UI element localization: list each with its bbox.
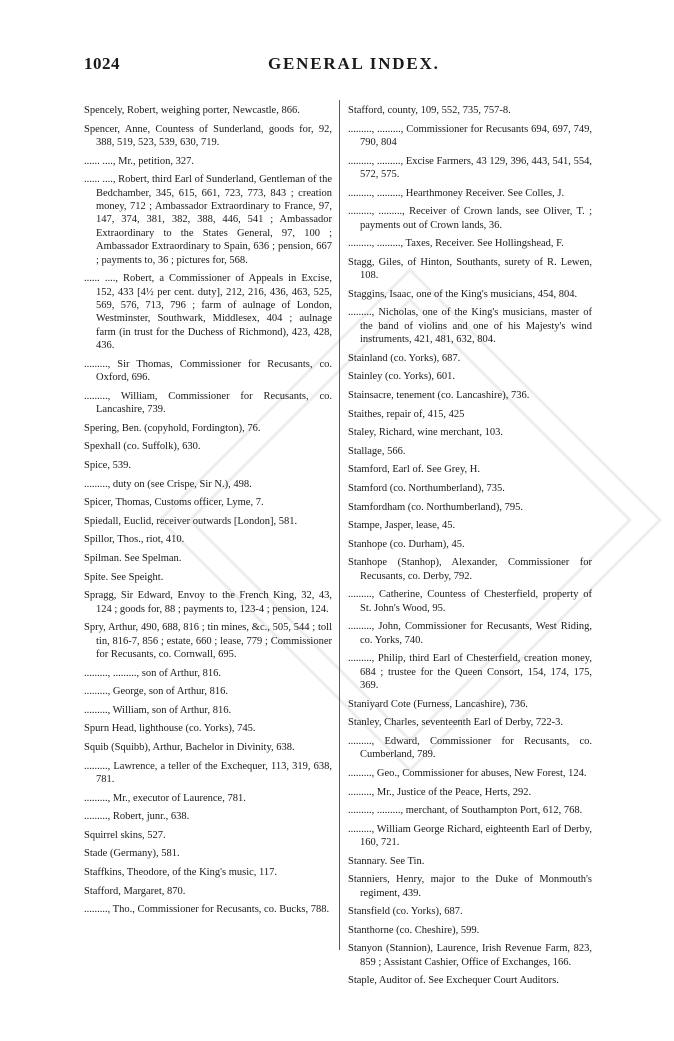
index-entry: ........., William, son of Arthur, 816. (84, 704, 232, 716)
index-entry: Spice, 539. (84, 460, 131, 472)
index-entry: ...... ...., Mr., petition, 327. (84, 155, 194, 167)
index-entry: Staniyard Cote (Furness, Lancashire), 736. (348, 698, 528, 710)
index-entry: Stainley (co. Yorks), 601. (348, 371, 456, 383)
index-entry: Stafford, Margaret, 870. (84, 885, 186, 897)
index-entry: ........., Catherine, Countess of Chesterfield, property of St. John's Wood, 95. (348, 589, 592, 614)
index-entry: Stanniers, Henry, major to the Duke of Monmouth's regiment, 439. (348, 874, 592, 899)
index-entry: Staithes, repair of, 415, 425 (348, 408, 465, 420)
index-entry: Spencer, Anne, Countess of Sunderland, goods for, 92, 388, 519, 523, 539, 630, 719. (84, 123, 332, 148)
index-entry: Staffkins, Theodore, of the King's music, 117. (84, 866, 278, 878)
index-entry: Stansfield (co. Yorks), 687. (348, 906, 463, 918)
index-entry: Spurn Head, lighthouse (co. Yorks), 745. (84, 723, 256, 735)
index-entry: Stafford, county, 109, 552, 735, 757-8. (348, 105, 511, 116)
index-entry: Stade (Germany), 581. (84, 848, 180, 860)
index-entry: Spiedall, Euclid, receiver outwards [London], 581. (84, 515, 298, 527)
index-entry: ........., ........., merchant, of Southampton Port, 612, 768. (348, 805, 583, 817)
index-entry: Stanyon (Stannion), Laurence, Irish Revenue Farm, 823, 859 ; Assistant Cashier, Office of Exchanges, 166. (348, 943, 592, 968)
index-entry: ........., Mr., executor of Laurence, 781. (84, 792, 246, 804)
index-entry: ........., Sir Thomas, Commissioner for Recusants, co. Oxford, 696. (84, 358, 332, 384)
index-entry: Spragg, Sir Edward, Envoy to the French King, 32, 43, 124 ; goods for, 88 ; payments to, 123-4 ; pension, 124. (84, 590, 332, 615)
index-entry: ........., Lawrence, a teller of the Exchequer, 113, 319, 638, 781. (84, 760, 332, 785)
index-entry: Spite. See Speight. (84, 571, 164, 583)
index-entry: ........., ........., son of Arthur, 816. (84, 667, 221, 679)
index-entry: ........., William George Richard, eighteenth Earl of Derby, 160, 721. (348, 823, 592, 849)
index-entry: ........., duty on (see Crispe, Sir N.), 498. (84, 478, 252, 490)
index-entry: Spilman. See Spelman. (84, 553, 182, 564)
index-entry: ........., ........., Commissioner for Recusants 694, 697, 749, 790, 804 (348, 123, 592, 148)
index-entry: ........., John, Commissioner for Recusants, West Riding, co. Yorks, 740. (348, 621, 592, 646)
index-entry: Spry, Arthur, 490, 688, 816 ; tin mines, &c., 505, 544 ; toll tin, 816-7, 856 ; estate, 660 ; lease, 779 ; Commissioner for Recusants, co. Cornwall, 695. (84, 622, 332, 660)
index-entry: Staple, Auditor of. See Exchequer Court Auditors. (348, 975, 559, 987)
index-entry: Stanhope (Stanhop), Alexander, Commissioner for Recusants, co. Derby, 792. (348, 557, 592, 582)
index-entry: Stamford (co. Northumberland), 735. (348, 482, 505, 494)
index-entry: ........., ........., Receiver of Crown lands, see Oliver, T. ; payments out of Crown lands, 36. (348, 206, 592, 231)
index-column-right (348, 104, 592, 993)
column-divider (339, 100, 340, 950)
index-entry: ........., Edward, Commissioner for Recusants, co. Cumberland, 789. (348, 735, 592, 761)
page-title: GENERAL INDEX. (268, 54, 440, 73)
index-entry: ........., Tho., Commissioner for Recusants, co. Bucks, 788. (84, 904, 330, 916)
index-entry: ........., George, son of Arthur, 816. (84, 686, 229, 698)
index-entry: Spexhall (co. Suffolk), 630. (84, 441, 201, 453)
index-entry: ........., ........., Excise Farmers, 43 129, 396, 443, 541, 554, 572, 575. (348, 155, 592, 180)
index-entry: Squirrel skins, 527. (84, 829, 166, 841)
index-entry: Stainsacre, tenement (co. Lancashire), 736. (348, 389, 530, 401)
index-entry: Spicer, Thomas, Customs officer, Lyme, 7. (84, 497, 264, 509)
index-entry: Squib (Squibb), Arthur, Bachelor in Divinity, 638. (84, 741, 295, 753)
index-entry: Stamford, Earl of. See Grey, H. (348, 464, 480, 476)
index-entry: ........., William, Commissioner for Recusants, co. Lancashire, 739. (84, 390, 332, 416)
index-entry: ........., Robert, junr., 638. (84, 811, 190, 823)
page-number: 1024 (84, 54, 120, 73)
index-entry: ........., Mr., Justice of the Peace, Herts, 292. (348, 786, 532, 798)
index-entry: Stanthorne (co. Cheshire), 599. (348, 924, 480, 936)
index-entry: Stagg, Giles, of Hinton, Southants, surety of R. Lewen, 108. (348, 256, 592, 282)
index-entry: Stainland (co. Yorks), 687. (348, 352, 461, 364)
index-entry: ...... ...., Robert, a Commissioner of Appeals in Excise, 152, 433 [4½ per cent. duty], 212, 216, 436, 463, 525, 569, 576, 713, 796 ; farm of aulnage of London, Westminster, Southwark, Middlesex, 404 ; aulnage farm (in trust for the Duchess of Richmond), 423, 428, 436. (84, 273, 332, 352)
index-column-left (84, 104, 332, 922)
index-entry: Stanhope (co. Durham), 45. (348, 538, 465, 550)
index-entry: Stanley, Charles, seventeenth Earl of Derby, 722-3. (348, 717, 563, 729)
index-entry: Spencely, Robert, weighing porter, Newcastle, 866. (84, 105, 300, 116)
index-entry: ........., Philip, third Earl of Chesterfield, creation money, 684 ; trustee for the Queen Consort, 154, 174, 175, 369. (348, 653, 592, 692)
index-entry: ........., ........., Hearthmoney Receiver. See Colles, J. (348, 187, 565, 199)
index-entry: Staley, Richard, wine merchant, 103. (348, 427, 504, 439)
index-entry: Staggins, Isaac, one of the King's musicians, 454, 804. (348, 288, 578, 300)
index-entry: Stampe, Jasper, lease, 45. (348, 520, 456, 532)
index-entry: Spillor, Thos., riot, 410. (84, 534, 185, 546)
index-entry: ........., ........., Taxes, Receiver. See Hollingshead, F. (348, 238, 564, 250)
index-entry: Stannary. See Tin. (348, 855, 425, 867)
index-entry: Spering, Ben. (copyhold, Fordington), 76. (84, 422, 261, 434)
index-entry: Stamfordham (co. Northumberland), 795. (348, 501, 523, 513)
index-entry: ........., Geo., Commissioner for abuses, New Forest, 124. (348, 767, 587, 779)
index-entry: ........., Nicholas, one of the King's musicians, master of the band of violins and one of his Majesty's wind instruments, 421, 481, 632, 804. (348, 307, 592, 346)
index-entry: ...... ...., Robert, third Earl of Sunderland, Gentleman of the Bedchamber, 345, 615, 661, 723, 773, 843 ; creation money, 712 ; Ambassador Extraordinary to France, 97, 147, 374, 381, 382, 388, 446, 541 ; Ambassador Extraordinary to the States General, 97, 100 ; Ambassador Extraordinary to Spain, 636 ; pension, 667 ; payments to, 36 ; pictures for, 568. (84, 174, 332, 266)
index-entry: Stallage, 566. (348, 445, 406, 457)
